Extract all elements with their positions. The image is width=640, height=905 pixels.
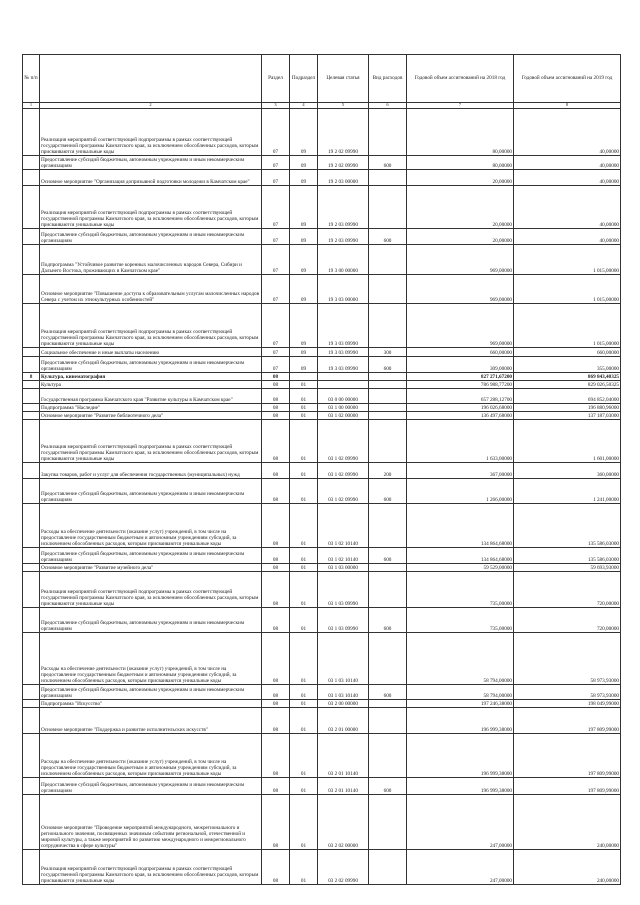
row-razdel: 08 xyxy=(262,850,290,885)
row-podrazdel: 01 xyxy=(290,778,318,795)
row-podrazdel: 01 xyxy=(290,564,318,572)
row-razdel: 08 xyxy=(262,412,290,420)
row-razdel: 08 xyxy=(262,608,290,633)
table-row xyxy=(23,700,621,708)
row-expense-type xyxy=(369,381,407,389)
row-target-article: 19 2 03 09990 xyxy=(318,229,369,245)
row-amount-2019: 40,00000 xyxy=(514,170,621,186)
row-razdel: 08 xyxy=(262,504,290,548)
row-name: Предоставление субсидий бюджетным, автономным учреждениям и иным некоммерческим организациям xyxy=(40,548,262,564)
row-podrazdel: 01 xyxy=(290,608,318,633)
row-name: Основное мероприятие "Развитие библиотечного дела" xyxy=(40,412,262,420)
row-razdel: 08 xyxy=(262,381,290,389)
row-name: Государственная программа Камчатского края "Развитие культуры в Камчатском крае" xyxy=(40,389,262,404)
row-number xyxy=(23,170,40,186)
row-podrazdel: 01 xyxy=(290,479,318,504)
row-razdel: 08 xyxy=(262,420,290,463)
row-amount-2019: 240,00000 xyxy=(514,850,621,885)
row-amount-2018: 367,00000 xyxy=(407,463,514,479)
row-amount-2018: 196 999,38000 xyxy=(407,734,514,778)
row-number xyxy=(23,381,40,389)
row-razdel: 07 xyxy=(262,304,290,348)
row-target-article: 03 1 00 00000 xyxy=(318,404,369,412)
header-amount-2019: Годовой объем ассигнований на 2019 год xyxy=(514,55,621,103)
row-target-article: 03 1 02 09990 xyxy=(318,463,369,479)
row-amount-2019: 694 852,04000 xyxy=(514,389,621,404)
row-target-article: 03 1 03 09990 xyxy=(318,572,369,608)
row-number xyxy=(23,420,40,463)
row-name: Реализация мероприятий соответствующей подпрограммы в рамках соответствующей государственной программы Камчатского края, за исключением обособленных расходов, которым присваиваются уникальные коды xyxy=(40,420,262,463)
row-amount-2019: 1 015,00000 xyxy=(514,304,621,348)
table-row xyxy=(23,795,621,850)
row-amount-2018: 1 266,00000 xyxy=(407,479,514,504)
row-amount-2018: 134 864,68000 xyxy=(407,548,514,564)
table-row xyxy=(23,420,621,463)
row-razdel: 07 xyxy=(262,156,290,170)
row-amount-2018: 59 529,00000 xyxy=(407,564,514,572)
table-row xyxy=(23,572,621,608)
row-amount-2018: 969,00000 xyxy=(407,304,514,348)
table-row xyxy=(23,504,621,548)
column-number: 3 xyxy=(262,103,290,109)
row-amount-2018: 735,00000 xyxy=(407,572,514,608)
table-row xyxy=(23,389,621,404)
row-podrazdel: 01 xyxy=(290,412,318,420)
row-amount-2018: 969,00000 xyxy=(407,245,514,275)
row-name: Предоставление субсидий бюджетным, автономным учреждениям и иным некоммерческим организациям xyxy=(40,608,262,633)
row-expense-type xyxy=(369,170,407,186)
row-podrazdel: 09 xyxy=(290,109,318,156)
table-row xyxy=(23,479,621,504)
table-row xyxy=(23,412,621,420)
table-row xyxy=(23,463,621,479)
row-amount-2019: 720,00000 xyxy=(514,608,621,633)
row-amount-2018: 660,00000 xyxy=(407,348,514,357)
table-row xyxy=(23,633,621,685)
row-expense-type xyxy=(369,633,407,685)
row-number xyxy=(23,572,40,608)
column-number: 8 xyxy=(514,103,621,109)
row-number xyxy=(23,404,40,412)
row-expense-type xyxy=(369,708,407,734)
column-number: 4 xyxy=(290,103,318,109)
row-podrazdel xyxy=(290,373,318,381)
row-amount-2019: 40,00000 xyxy=(514,229,621,245)
row-razdel: 08 xyxy=(262,404,290,412)
row-amount-2018: 247,00000 xyxy=(407,795,514,850)
row-number xyxy=(23,708,40,734)
column-number: 6 xyxy=(369,103,407,109)
row-target-article: 19 3 03 00000 xyxy=(318,275,369,304)
row-target-article: 03 1 02 10140 xyxy=(318,548,369,564)
header-razdel: Раздел xyxy=(262,55,290,103)
row-podrazdel: 01 xyxy=(290,633,318,685)
row-podrazdel: 09 xyxy=(290,245,318,275)
table-row xyxy=(23,685,621,700)
row-number xyxy=(23,608,40,633)
row-expense-type xyxy=(369,700,407,708)
row-expense-type xyxy=(369,373,407,381)
row-amount-2019: 355,00000 xyxy=(514,357,621,373)
row-amount-2019: 660,00000 xyxy=(514,348,621,357)
row-amount-2018: 134 864,68000 xyxy=(407,504,514,548)
row-podrazdel: 09 xyxy=(290,186,318,229)
row-amount-2018: 247,00000 xyxy=(407,850,514,885)
table-row xyxy=(23,304,621,348)
row-podrazdel: 01 xyxy=(290,700,318,708)
row-name: Основное мероприятие "Организация допризывной подготовки молодежи в Камчатском крае" xyxy=(40,170,262,186)
table-row xyxy=(23,381,621,389)
row-amount-2018: 196 999,38000 xyxy=(407,708,514,734)
row-podrazdel: 01 xyxy=(290,548,318,564)
table-row xyxy=(23,404,621,412)
row-target-article: 03 1 03 09990 xyxy=(318,608,369,633)
table-row xyxy=(23,348,621,357)
row-podrazdel: 09 xyxy=(290,357,318,373)
row-amount-2018: 20,00000 xyxy=(407,229,514,245)
row-amount-2019: 40,00000 xyxy=(514,186,621,229)
row-amount-2018: 735,00000 xyxy=(407,608,514,633)
row-razdel: 08 xyxy=(262,548,290,564)
row-amount-2018: 1 633,00000 xyxy=(407,420,514,463)
row-number xyxy=(23,389,40,404)
row-podrazdel: 01 xyxy=(290,504,318,548)
row-amount-2018: 969,00000 xyxy=(407,275,514,304)
row-name: Реализация мероприятий соответствующей подпрограммы в рамках соответствующей государственной программы Камчатского края, за исключением обособленных расходов, которым присваиваются уникальные коды xyxy=(40,850,262,885)
row-podrazdel: 01 xyxy=(290,420,318,463)
row-amount-2018: 657 288,12700 xyxy=(407,389,514,404)
row-razdel: 07 xyxy=(262,245,290,275)
row-number xyxy=(23,245,40,275)
row-expense-type xyxy=(369,564,407,572)
row-name: Основное мероприятие "Развитие музейного дела" xyxy=(40,564,262,572)
row-target-article: 03 2 02 09990 xyxy=(318,850,369,885)
table-row xyxy=(23,109,621,156)
row-number xyxy=(23,633,40,685)
header-name xyxy=(40,55,262,103)
row-target-article: 19 3 03 09990 xyxy=(318,304,369,348)
row-expense-type xyxy=(369,420,407,463)
row-target-article: 03 2 01 10140 xyxy=(318,734,369,778)
row-amount-2019: 1 601,00000 xyxy=(514,420,621,463)
row-razdel: 07 xyxy=(262,348,290,357)
row-target-article: 19 2 02 09990 xyxy=(318,109,369,156)
row-expense-type: 600 xyxy=(369,156,407,170)
row-target-article: 19 2 03 09990 xyxy=(318,186,369,229)
row-number xyxy=(23,186,40,229)
row-amount-2018: 58 794,00000 xyxy=(407,633,514,685)
row-podrazdel: 01 xyxy=(290,685,318,700)
table-row xyxy=(23,708,621,734)
row-amount-2019: 240,00000 xyxy=(514,795,621,850)
row-amount-2018: 80,00000 xyxy=(407,109,514,156)
row-name: Предоставление субсидий бюджетным, автономным учреждениям и иным некоммерческим организациям xyxy=(40,156,262,170)
column-number: 1 xyxy=(23,103,40,109)
row-number xyxy=(23,479,40,504)
header-amount-2018: Годовой объем ассигнований на 2018 год xyxy=(407,55,514,103)
row-expense-type: 200 xyxy=(369,463,407,479)
row-amount-2018: 20,00000 xyxy=(407,170,514,186)
row-name: Культура, кинематография xyxy=(40,373,262,381)
row-amount-2018: 80,00000 xyxy=(407,156,514,170)
row-amount-2018: 309,00000 xyxy=(407,357,514,373)
header-podrazdel: Подраздел xyxy=(290,55,318,103)
row-target-article: 19 3 00 00000 xyxy=(318,245,369,275)
table-row xyxy=(23,778,621,795)
row-number xyxy=(23,275,40,304)
table-row xyxy=(23,548,621,564)
row-podrazdel: 09 xyxy=(290,156,318,170)
row-razdel: 08 xyxy=(262,795,290,850)
row-amount-2018: 786 988,77200 xyxy=(407,381,514,389)
row-razdel: 08 xyxy=(262,734,290,778)
row-razdel: 08 xyxy=(262,700,290,708)
row-target-article: 19 2 03 00000 xyxy=(318,170,369,186)
row-number xyxy=(23,348,40,357)
row-name: Социальное обеспечение и иные выплаты населению xyxy=(40,348,262,357)
row-number xyxy=(23,504,40,548)
row-podrazdel: 09 xyxy=(290,348,318,357)
row-amount-2019: 196 880,96000 xyxy=(514,404,621,412)
table-header-row xyxy=(23,55,621,103)
table-body xyxy=(23,109,621,885)
row-expense-type xyxy=(369,572,407,608)
row-number xyxy=(23,463,40,479)
row-amount-2019: 59 693,93000 xyxy=(514,564,621,572)
row-name: Предоставление субсидий бюджетным, автономным учреждениям и иным некоммерческим организациям xyxy=(40,685,262,700)
row-amount-2018: 196 026,68000 xyxy=(407,404,514,412)
row-expense-type xyxy=(369,795,407,850)
row-target-article: 03 1 02 10140 xyxy=(318,504,369,548)
row-amount-2019: 137 187,03000 xyxy=(514,412,621,420)
column-number: 2 xyxy=(40,103,262,109)
row-number xyxy=(23,778,40,795)
row-number xyxy=(23,700,40,708)
row-amount-2019: 720,00000 xyxy=(514,572,621,608)
row-name: Подпрограмма "Искусство" xyxy=(40,700,262,708)
row-expense-type: 600 xyxy=(369,608,407,633)
row-name: Предоставление субсидий бюджетным, автономным учреждениям и иным некоммерческим организациям xyxy=(40,778,262,795)
row-razdel: 07 xyxy=(262,229,290,245)
row-number: 8 xyxy=(23,373,40,381)
row-expense-type xyxy=(369,734,407,778)
row-target-article: 03 2 01 00000 xyxy=(318,708,369,734)
table-row xyxy=(23,245,621,275)
row-podrazdel: 09 xyxy=(290,275,318,304)
row-number xyxy=(23,412,40,420)
row-amount-2019: 197 809,99000 xyxy=(514,734,621,778)
row-number xyxy=(23,795,40,850)
row-number xyxy=(23,734,40,778)
row-amount-2019: 360,00000 xyxy=(514,463,621,479)
row-name: Расходы на обеспечение деятельности (оказание услуг) учреждений, в том числе на предоставление государственным бюджетным и автономным учреждениям субсидий, за исключением обособленных расходов, которым присваиваются уникальные коды xyxy=(40,734,262,778)
row-target-article xyxy=(318,373,369,381)
row-name: Основное мероприятие "Проведение мероприятий международного, межрегионального и регионального значения, посвященных значимым событиям региональной, отечественной и мировой культуры, а также мероприятий по развитию международного и межрегионального сотрудничества в сфере культуры" xyxy=(40,795,262,850)
row-amount-2019: 135 586,03000 xyxy=(514,504,621,548)
row-expense-type xyxy=(369,275,407,304)
row-amount-2019: 135 586,03000 xyxy=(514,548,621,564)
row-name: Реализация мероприятий соответствующей подпрограммы в рамках соответствующей государственной программы Камчатского края, за исключением обособленных расходов, которым присваиваются уникальные коды xyxy=(40,109,262,156)
row-razdel: 07 xyxy=(262,186,290,229)
column-number: 7 xyxy=(407,103,514,109)
row-razdel: 07 xyxy=(262,170,290,186)
row-podrazdel: 01 xyxy=(290,463,318,479)
row-target-article: 03 1 02 09990 xyxy=(318,479,369,504)
row-expense-type: 600 xyxy=(369,229,407,245)
row-expense-type: 600 xyxy=(369,778,407,795)
row-podrazdel: 01 xyxy=(290,708,318,734)
row-expense-type: 600 xyxy=(369,479,407,504)
row-name: Расходы на обеспечение деятельности (оказание услуг) учреждений, в том числе на предоставление государственным бюджетным и автономным учреждениям субсидий, за исключением обособленных расходов, которым присваиваются уникальные коды xyxy=(40,633,262,685)
row-name: Основное мероприятие "Поддержка и развитие исполнительских искусств" xyxy=(40,708,262,734)
header-target-article: Целевая статья xyxy=(318,55,369,103)
row-razdel: 08 xyxy=(262,479,290,504)
row-name: Закупка товаров, работ и услуг для обеспечения государственных (муниципальных) нужд xyxy=(40,463,262,479)
row-expense-type: 600 xyxy=(369,548,407,564)
row-target-article: 03 1 03 10140 xyxy=(318,633,369,685)
row-expense-type xyxy=(369,245,407,275)
row-target-article: 03 2 02 00000 xyxy=(318,795,369,850)
row-amount-2019: 40,00000 xyxy=(514,109,621,156)
row-amount-2018: 20,00000 xyxy=(407,186,514,229)
row-number xyxy=(23,304,40,348)
row-razdel: 08 xyxy=(262,373,290,381)
row-amount-2019: 1 015,00000 xyxy=(514,275,621,304)
row-amount-2018: 197 246,38000 xyxy=(407,700,514,708)
row-expense-type xyxy=(369,850,407,885)
row-target-article: 03 1 02 00000 xyxy=(318,412,369,420)
table-row xyxy=(23,564,621,572)
row-podrazdel: 01 xyxy=(290,389,318,404)
row-razdel: 08 xyxy=(262,572,290,608)
row-expense-type xyxy=(369,304,407,348)
row-razdel: 08 xyxy=(262,685,290,700)
row-expense-type xyxy=(369,404,407,412)
row-amount-2018: 827 271,67200 xyxy=(407,373,514,381)
row-name: Расходы на обеспечение деятельности (оказание услуг) учреждений, в том числе на предоставление государственным бюджетным и автономным учреждениям субсидий, за исключением обособленных расходов, которым присваиваются уникальные коды xyxy=(40,504,262,548)
row-expense-type xyxy=(369,504,407,548)
table-row xyxy=(23,850,621,885)
row-expense-type xyxy=(369,186,407,229)
row-name: Подпрограмма "Устойчивое развитие коренных малочисленных народов Севера, Сибири и Дальнего Востока, проживающих в Камчатском крае" xyxy=(40,245,262,275)
row-name: Реализация мероприятий соответствующей подпрограммы в рамках соответствующей государственной программы Камчатского края, за исключением обособленных расходов, которым присваиваются уникальные коды xyxy=(40,572,262,608)
row-number xyxy=(23,564,40,572)
row-podrazdel: 01 xyxy=(290,850,318,885)
row-target-article: 03 1 02 09990 xyxy=(318,420,369,463)
row-razdel: 08 xyxy=(262,389,290,404)
row-podrazdel: 09 xyxy=(290,304,318,348)
row-amount-2019: 197 809,99000 xyxy=(514,778,621,795)
row-number xyxy=(23,229,40,245)
row-number xyxy=(23,109,40,156)
row-amount-2019: 869 843,40325 xyxy=(514,373,621,381)
row-amount-2018: 136 497,68000 xyxy=(407,412,514,420)
row-amount-2019: 58 973,93000 xyxy=(514,633,621,685)
row-expense-type xyxy=(369,389,407,404)
header-expense-type: Вид расходов xyxy=(369,55,407,103)
row-name: Реализация мероприятий соответствующей подпрограммы в рамках соответствующей государственной программы Камчатского края, за исключением обособленных расходов, которым присваиваются уникальные коды xyxy=(40,186,262,229)
row-razdel: 08 xyxy=(262,633,290,685)
row-amount-2019: 40,00000 xyxy=(514,156,621,170)
row-target-article: 03 2 01 10140 xyxy=(318,778,369,795)
row-podrazdel: 09 xyxy=(290,170,318,186)
row-amount-2019: 1 241,00000 xyxy=(514,479,621,504)
row-name: Предоставление субсидий бюджетным, автономным учреждениям и иным некоммерческим организациям xyxy=(40,357,262,373)
row-podrazdel: 01 xyxy=(290,734,318,778)
row-amount-2019: 197 809,99000 xyxy=(514,708,621,734)
table-row xyxy=(23,229,621,245)
row-number xyxy=(23,850,40,885)
row-podrazdel: 01 xyxy=(290,795,318,850)
row-amount-2019: 58 973,93000 xyxy=(514,685,621,700)
row-target-article: 03 2 00 00000 xyxy=(318,700,369,708)
row-expense-type xyxy=(369,412,407,420)
table-row xyxy=(23,170,621,186)
row-number xyxy=(23,357,40,373)
row-expense-type: 300 xyxy=(369,348,407,357)
table-row xyxy=(23,734,621,778)
row-razdel: 08 xyxy=(262,564,290,572)
row-name: Реализация мероприятий соответствующей подпрограммы в рамках соответствующей государственной программы Камчатского края, за исключением обособленных расходов, которым присваиваются уникальные коды xyxy=(40,304,262,348)
row-razdel: 07 xyxy=(262,357,290,373)
row-target-article: 03 1 03 10140 xyxy=(318,685,369,700)
row-razdel: 08 xyxy=(262,463,290,479)
table-row xyxy=(23,156,621,170)
row-target-article: 19 3 03 09990 xyxy=(318,357,369,373)
row-podrazdel: 01 xyxy=(290,572,318,608)
row-name: Предоставление субсидий бюджетным, автономным учреждениям и иным некоммерческим организациям xyxy=(40,479,262,504)
table-row xyxy=(23,357,621,373)
row-amount-2019: 829 026,50325 xyxy=(514,381,621,389)
row-podrazdel: 09 xyxy=(290,229,318,245)
row-target-article xyxy=(318,381,369,389)
row-target-article: 19 2 02 09990 xyxy=(318,156,369,170)
row-razdel: 08 xyxy=(262,778,290,795)
row-target-article: 03 0 00 00000 xyxy=(318,389,369,404)
row-number xyxy=(23,156,40,170)
row-razdel: 07 xyxy=(262,109,290,156)
row-number xyxy=(23,685,40,700)
row-podrazdel: 01 xyxy=(290,404,318,412)
row-razdel: 07 xyxy=(262,275,290,304)
table-row xyxy=(23,373,621,381)
row-target-article: 19 3 03 09990 xyxy=(318,348,369,357)
row-expense-type: 600 xyxy=(369,685,407,700)
row-name: Предоставление субсидий бюджетным, автономным учреждениям и иным некоммерческим организациям xyxy=(40,229,262,245)
row-expense-type xyxy=(369,109,407,156)
row-amount-2019: 1 015,00000 xyxy=(514,245,621,275)
header-num: № п/п xyxy=(23,55,40,103)
table-row xyxy=(23,275,621,304)
column-number: 5 xyxy=(318,103,369,109)
row-podrazdel: 01 xyxy=(290,381,318,389)
row-name: Основное мероприятие "Повышение доступа к образовательным услугам малочисленных народов Севера с учетом их этнокультурных особенностей" xyxy=(40,275,262,304)
row-razdel: 08 xyxy=(262,708,290,734)
row-name: Культура xyxy=(40,381,262,389)
row-amount-2019: 198 049,99000 xyxy=(514,700,621,708)
row-expense-type: 600 xyxy=(369,357,407,373)
row-name: Подпрограмма "Наследие" xyxy=(40,404,262,412)
budget-table xyxy=(22,54,621,885)
row-target-article: 03 1 03 00000 xyxy=(318,564,369,572)
table-row xyxy=(23,186,621,229)
row-amount-2018: 196 999,38000 xyxy=(407,778,514,795)
row-number xyxy=(23,548,40,564)
table-row xyxy=(23,608,621,633)
row-amount-2018: 58 794,00000 xyxy=(407,685,514,700)
